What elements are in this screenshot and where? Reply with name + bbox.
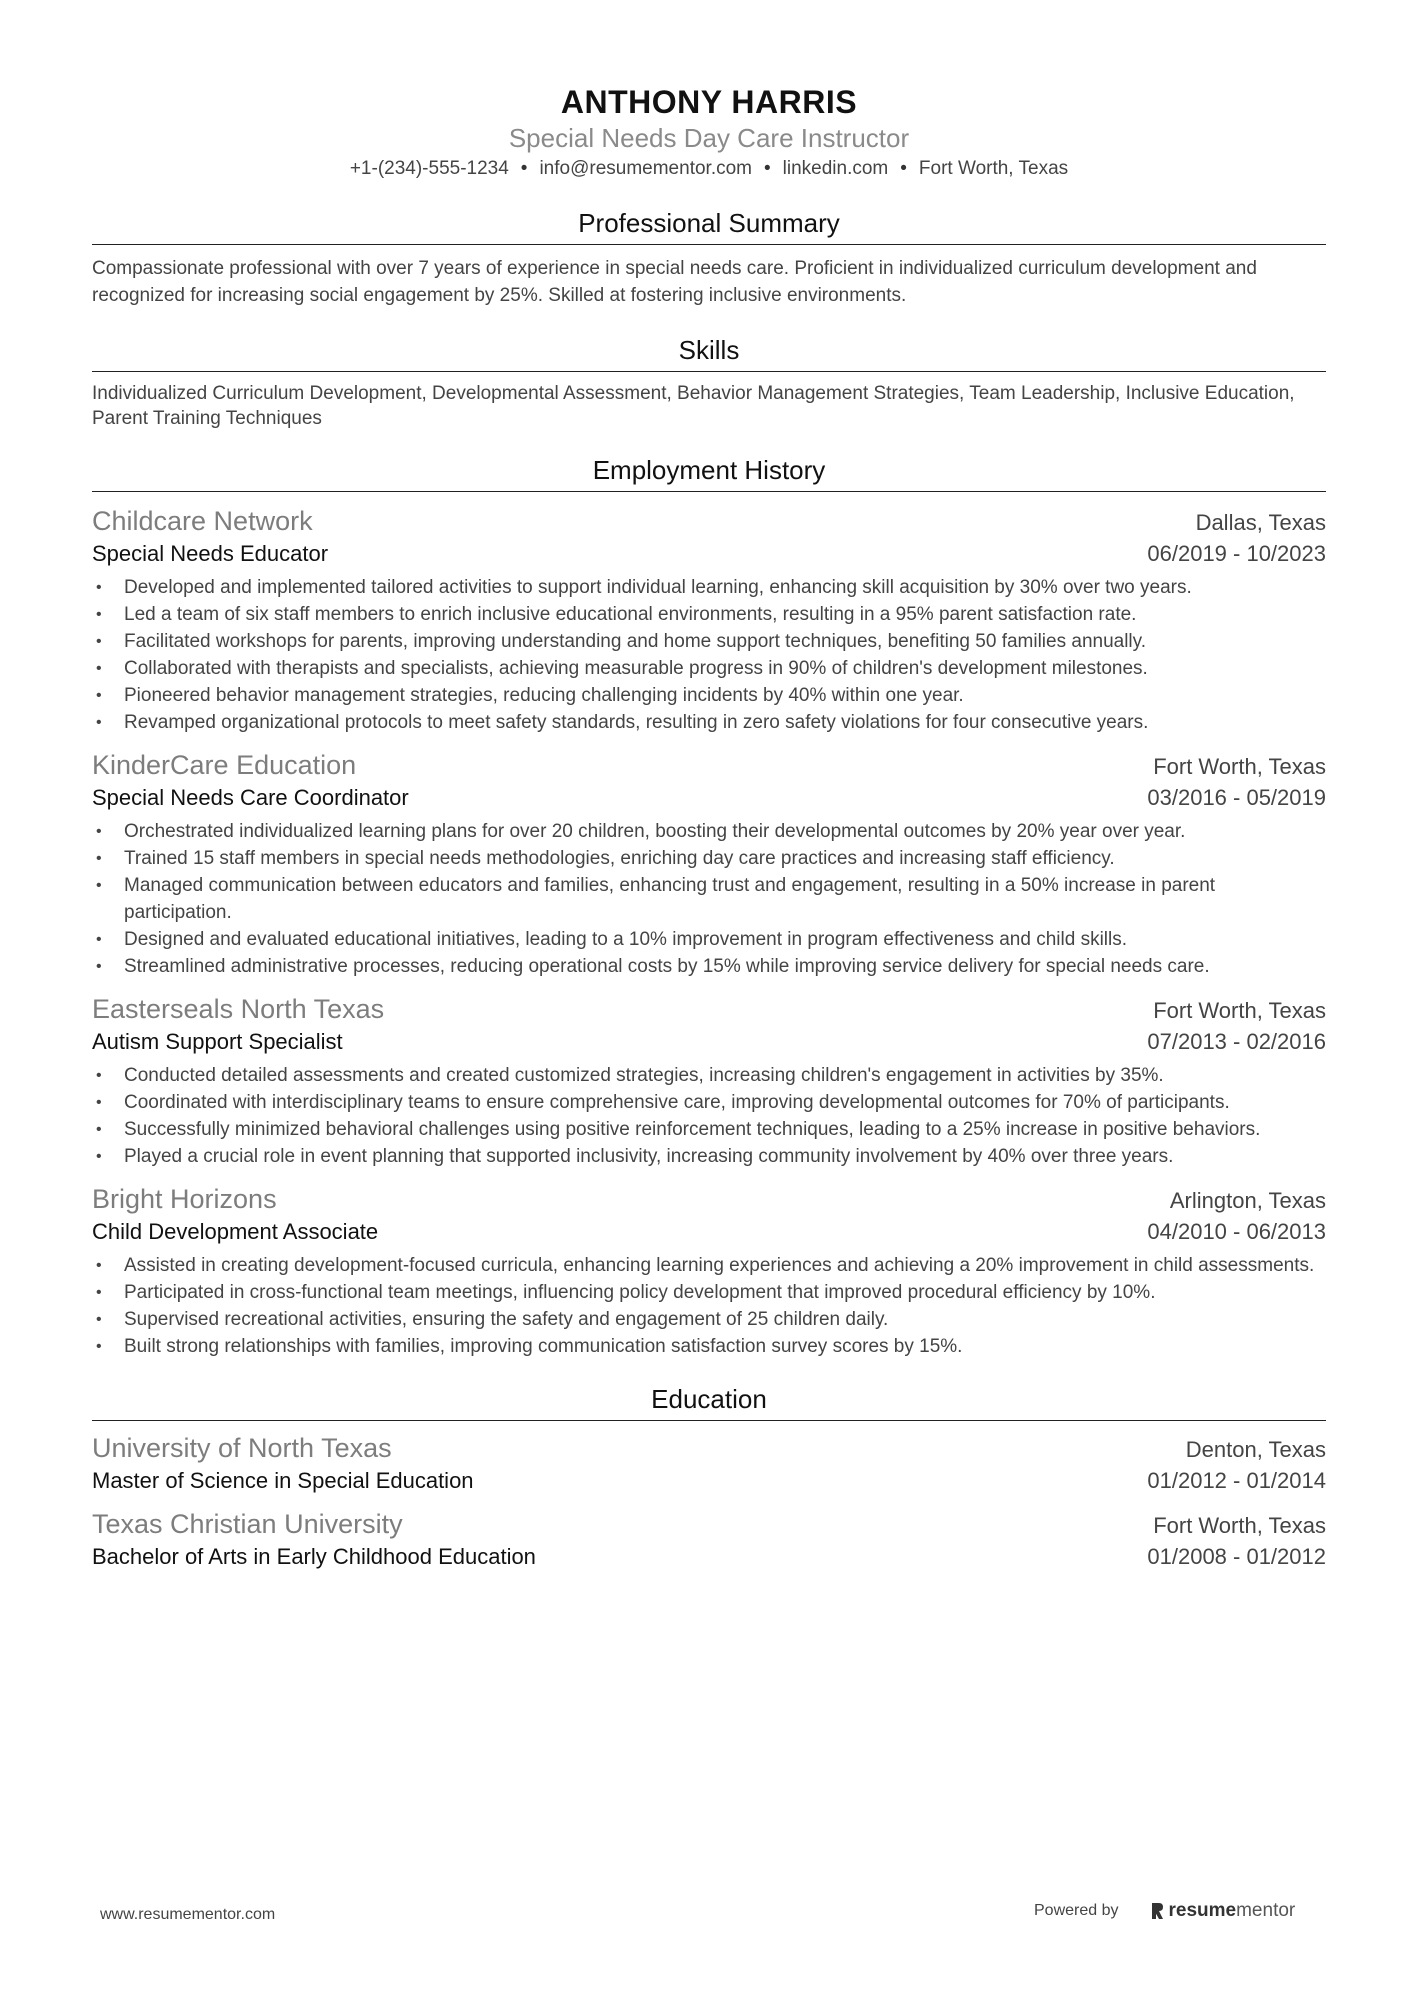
education-subheader [92,1541,1326,1573]
school-location: Fort Worth, Texas [1153,1513,1326,1538]
section-heading-education: Education [92,1382,1326,1421]
phone: +1-(234)-555-1234 [349,158,509,179]
list-item: • Trained 15 staff members in special needs methodologies, enriching day care practices and increasing staff efficiency. [92,845,1326,872]
education-entry [92,1507,1326,1573]
candidate-name: ANTHONY HARRIS [560,84,858,120]
resume-page [92,0,1326,1573]
job-header [92,748,1326,782]
separator-dot: • [520,158,528,179]
education-entry [92,1431,1326,1497]
list-item: • Assisted in creating development-focused curricula, enhancing learning experiences and achieving a 20% improvement in child assessments. [92,1252,1326,1279]
job-role: Special Needs Educator [92,541,329,566]
school-location: Denton, Texas [1185,1437,1326,1462]
location: Fort Worth, Texas [918,158,1069,179]
separator-dot: • [764,158,771,179]
list-item: • Participated in cross-functional team meetings, influencing policy development that improved procedural efficiency by 10%. [92,1279,1326,1306]
job-dates: 03/2016 - 05/2019 [1147,785,1326,810]
job-dates: 07/2013 - 02/2016 [1147,1029,1326,1054]
job-header [92,992,1326,1026]
company-name: Childcare Network [92,506,313,536]
job-role: Autism Support Specialist [92,1029,343,1054]
job-entry [92,504,1326,736]
education-dates: 01/2012 - 01/2014 [1147,1468,1326,1493]
job-bullets [92,574,1326,736]
list-item: • Developed and implemented tailored activities to support individual learning, enhancing skill acquisition by 30% over two years. [92,574,1326,601]
job-entry [92,992,1326,1170]
school-name: Texas Christian University [92,1509,403,1539]
list-item: • Built strong relationships with families, improving communication satisfaction survey scores by 15%. [92,1333,1326,1360]
job-dates: 06/2019 - 10/2023 [1147,541,1326,566]
education-subheader [92,1465,1326,1497]
skills-section [92,333,1326,431]
company-name: Easterseals North Texas [92,994,385,1024]
job-subheader [92,1026,1326,1058]
job-location: Fort Worth, Texas [1153,754,1326,779]
job-list [92,504,1326,1360]
brand-logo [1149,1900,1296,1922]
section-heading-skills: Skills [92,333,1326,372]
powered-by-label: Powered by [1034,1902,1119,1919]
list-item: • Managed communication between educators and families, enhancing trust and engagement, resulting in a 50% increase in parent participation. [92,872,1326,926]
job-bullets [92,1062,1326,1170]
education-header [92,1507,1326,1541]
job-location: Arlington, Texas [1169,1188,1326,1213]
brand-light: mentor [1236,1900,1296,1921]
list-item: • Collaborated with therapists and specialists, achieving measurable progress in 90% of children's development milestones. [92,655,1326,682]
job-role: Special Needs Care Coordinator [92,785,409,810]
contact-line [92,156,1326,182]
school-name: University of North Texas [92,1433,392,1463]
job-role: Child Development Associate [92,1219,379,1244]
job-subheader [92,538,1326,570]
job-subheader [92,1216,1326,1248]
company-name: KinderCare Education [92,750,357,780]
company-name: Bright Horizons [92,1184,277,1214]
list-item: • Streamlined administrative processes, reducing operational costs by 15% while improving service delivery for special needs care. [92,953,1326,980]
list-item: • Supervised recreational activities, ensuring the safety and engagement of 25 children daily. [92,1306,1326,1333]
email-link[interactable]: info@resumementor.com [539,158,752,179]
brand-bold: resume [1168,1900,1237,1921]
education-header [92,1431,1326,1465]
resumementor-logo-icon [1149,1901,1165,1921]
job-bullets [92,818,1326,980]
list-item: • Successfully minimized behavioral challenges using positive reinforcement techniques, leading to a 25% increase in positive behaviors. [92,1116,1326,1143]
list-item: • Conducted detailed assessments and created customized strategies, increasing children's engagement in activities by 35%. [92,1062,1326,1089]
separator-dot: • [900,158,907,179]
job-dates: 04/2010 - 06/2013 [1147,1219,1326,1244]
job-entry [92,1182,1326,1360]
job-title: Special Needs Day Care Instructor [508,123,910,153]
job-subheader [92,782,1326,814]
job-location: Dallas, Texas [1195,510,1326,535]
list-item: • Facilitated workshops for parents, improving understanding and home support techniques, benefiting 50 families annually. [92,628,1326,655]
section-heading-employment: Employment History [92,453,1326,492]
education-dates: 01/2008 - 01/2012 [1147,1544,1326,1569]
footer-brand [1034,1900,1295,1922]
job-bullets [92,1252,1326,1360]
list-item: • Led a team of six staff members to enrich inclusive educational environments, resulting in a 95% parent satisfaction rate. [92,601,1326,628]
list-item: • Designed and evaluated educational initiatives, leading to a 10% improvement in program effectiveness and child skills. [92,926,1326,953]
section-heading-summary: Professional Summary [92,206,1326,245]
list-item: • Orchestrated individualized learning plans for over 20 children, boosting their developmental outcomes by 20% year over year. [92,818,1326,845]
linkedin-link[interactable]: linkedin.com [782,158,889,179]
summary-text: Compassionate professional with over 7 years of experience in special needs care. Proficient in individualized curriculum development and recognized for increasing social engagement by 25%. Skilled at fostering inclusive environments. [92,258,1257,306]
job-header [92,1182,1326,1216]
list-item: • Pioneered behavior management strategies, reducing challenging incidents by 40% within one year. [92,682,1326,709]
list-item: • Revamped organizational protocols to meet safety standards, resulting in zero safety violations for four consecutive years. [92,709,1326,736]
job-header [92,504,1326,538]
summary-section [92,206,1326,309]
education-list [92,1431,1326,1573]
employment-section [92,453,1326,1360]
degree: Bachelor of Arts in Early Childhood Education [92,1544,536,1569]
degree: Master of Science in Special Education [92,1468,474,1493]
job-entry [92,748,1326,980]
footer-website[interactable]: www.resumementor.com [100,1906,276,1923]
education-section [92,1382,1326,1573]
job-location: Fort Worth, Texas [1153,998,1326,1023]
list-item: • Played a crucial role in event planning that supported inclusivity, increasing community involvement by 40% over three years. [92,1143,1326,1170]
list-item: • Coordinated with interdisciplinary teams to ensure comprehensive care, improving developmental outcomes for 70% of participants. [92,1089,1326,1116]
skills-text: Individualized Curriculum Development, Developmental Assessment, Behavior Management Strategies, Team Leadership, Inclusive Education, Parent Training Techniques [92,383,1295,429]
